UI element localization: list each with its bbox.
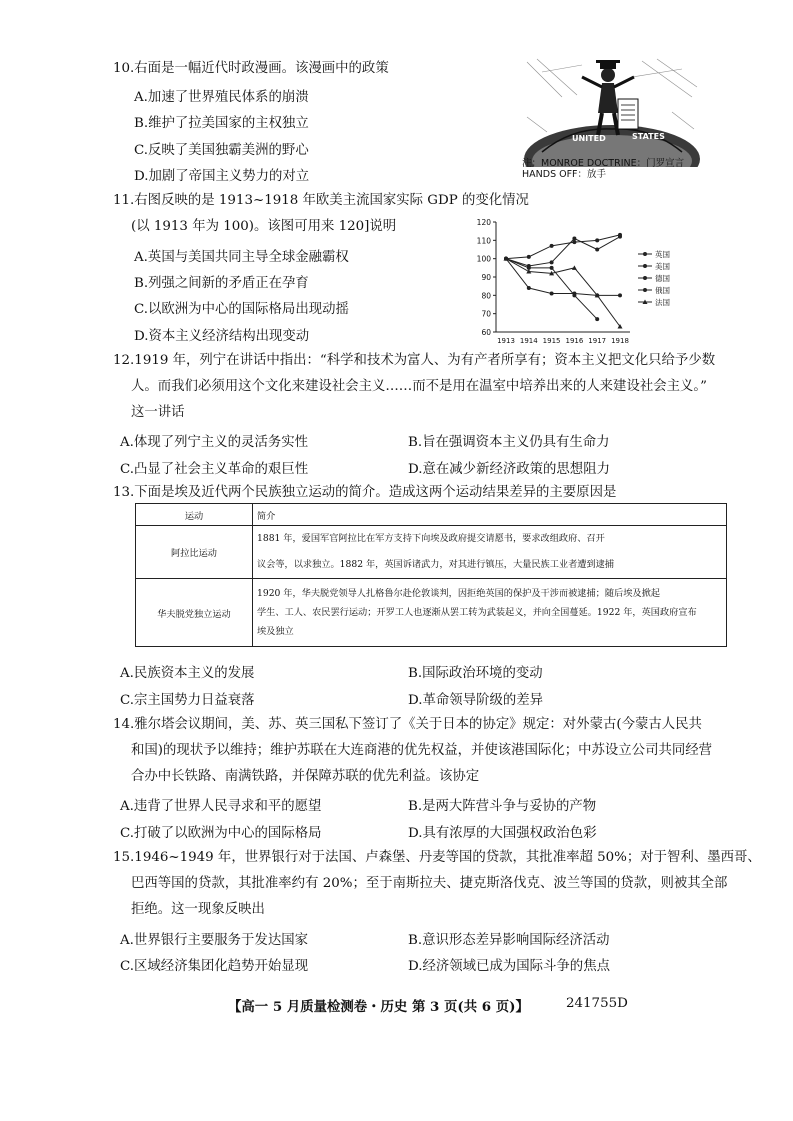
question-12-stem-line-1: 12.1919 年，列宁在讲话中指出：“科学和技术为富人、为有产者所享有；资本主义把文化只给予少数 <box>113 353 716 368</box>
question-11-stem-line-1: 11.右图反映的是 1913~1918 年欧美主流国家实际 GDP 的变化情况 <box>113 193 529 208</box>
q12-option-d[interactable]: D.意在减少新经济政策的思想阻力 <box>408 462 610 477</box>
table-row-2-line-3: 埃及独立 <box>257 626 294 637</box>
question-15-stem-line-1: 15.1946~1949 年，世界银行对于法国、卢森堡、丹麦等国的贷款，其批准率超 50%；对于智利、墨西哥、 <box>113 850 761 865</box>
q13-option-c[interactable]: C.宗主国势力日益衰落 <box>120 693 255 708</box>
y-tick-label: 60 <box>481 328 491 337</box>
table-row-1-summary <box>253 526 727 579</box>
movements-table <box>135 503 727 647</box>
q10-option-d[interactable]: D.加剧了帝国主义势力的对立 <box>134 169 310 184</box>
y-tick-label: 70 <box>481 309 491 319</box>
question-15-stem-line-2: 巴西等国的贷款，其批准率约有 20%；至于南斯拉夫、捷克斯洛伐克、波兰等国的贷款，则被其全部 <box>131 876 728 891</box>
data-point <box>572 240 576 244</box>
table-row-1-line-2: 议会等，以求独立。1882 年，英国诉诸武力，对其进行镇压，大量民族工业者遭到逮捕 <box>257 559 615 570</box>
table-row-1-line-1: 1881 年，爱国军官阿拉比在军方支持下向埃及政府提交请愿书，要求改组政府、召开 <box>257 533 605 544</box>
x-tick-label: 1915 <box>542 337 561 345</box>
data-point <box>550 244 554 248</box>
legend-label: 美国 <box>655 262 670 271</box>
data-point <box>572 293 576 297</box>
q11-option-b[interactable]: B.列强之间新的矛盾正在孕育 <box>134 276 309 291</box>
q14-option-c[interactable]: C.打破了以欧洲为中心的国际格局 <box>120 826 322 841</box>
q14-option-a[interactable]: A.违背了世界人民寻求和平的愿望 <box>120 799 322 814</box>
cartoon-note-line-2: HANDS OFF：放手 <box>522 169 607 180</box>
question-14-stem-line-2: 和国)的现状予以维持；维护苏联在大连商港的优先权益，并使该港国际化；中苏设立公司共同经营 <box>131 743 713 758</box>
x-tick-label: 1914 <box>519 337 538 345</box>
question-14-stem-line-1: 14.雅尔塔会议期间，美、苏、英三国私下签订了《关于日本的协定》规定：对外蒙古(今蒙古人民共 <box>113 717 702 732</box>
q14-option-b[interactable]: B.是两大阵营斗争与妥协的产物 <box>408 799 597 814</box>
table-row-2-line-1: 1920 年，华夫脱党领导人扎格鲁尔赴伦敦谈判，因拒绝英国的保护及干涉而被逮捕；随后埃及掀起 <box>257 588 660 599</box>
data-point <box>550 266 554 270</box>
data-point <box>595 248 599 252</box>
data-point <box>527 255 531 259</box>
q13-option-d[interactable]: D.革命领导阶级的差异 <box>408 693 544 708</box>
table-header-summary: 简介 <box>253 504 727 526</box>
page-footer: 【高一 5 月质量检测卷・历史 第 3 页(共 6 页)】 <box>228 999 529 1015</box>
table-row <box>136 526 727 579</box>
cartoon-note <box>522 158 684 180</box>
q13-option-b[interactable]: B.国际政治环境的变动 <box>408 666 543 681</box>
legend-label: 法国 <box>655 298 670 307</box>
question-12-stem-line-3: 这一讲话 <box>131 405 185 420</box>
gdp-chart-svg <box>470 214 700 348</box>
legend-label: 英国 <box>655 250 670 259</box>
series-line-2 <box>506 237 620 266</box>
table-row <box>136 579 727 647</box>
data-point <box>550 292 554 296</box>
y-tick-label: 100 <box>476 254 491 264</box>
legend-marker <box>643 252 647 256</box>
legend-marker <box>643 288 647 292</box>
legend-label: 俄国 <box>655 286 670 295</box>
legend-marker <box>643 276 647 280</box>
question-11-stem-line-2: (以 1913 年为 100)。该图可用来 120]说明 <box>131 219 397 234</box>
table-row-1-name: 阿拉比运动 <box>136 526 253 579</box>
globe-label-left: UNITED <box>572 134 606 143</box>
y-tick-label: 120 <box>476 218 491 227</box>
q11-option-a[interactable]: A.英国与美国共同主导全球金融霸权 <box>134 250 349 265</box>
q15-option-b[interactable]: B.意识形态差异影响国际经济活动 <box>408 933 610 948</box>
q15-option-a[interactable]: A.世界银行主要服务于发达国家 <box>120 933 309 948</box>
question-12-stem-line-2: 人。而我们必须用这个文化来建设社会主义……而不是用在温室中培养出来的人来建设社会主义。” <box>131 379 707 394</box>
y-tick-label: 90 <box>481 273 491 282</box>
series-line-5 <box>506 259 620 327</box>
q14-option-d[interactable]: D.具有浓厚的大国强权政治色彩 <box>408 826 597 841</box>
data-point <box>550 260 554 264</box>
question-13-stem: 13.下面是埃及近代两个民族独立运动的简介。造成这两个运动结果差异的主要原因是 <box>113 485 617 500</box>
q11-option-d[interactable]: D.资本主义经济结构出现变动 <box>134 329 310 344</box>
y-tick-label: 110 <box>476 236 491 246</box>
q12-option-a[interactable]: A.体现了列宁主义的灵活务实性 <box>120 435 309 450</box>
data-point <box>618 235 622 239</box>
q10-option-c[interactable]: C.反映了美国独霸美洲的野心 <box>134 143 309 158</box>
x-tick-label: 1913 <box>497 337 515 345</box>
table-row-2-name: 华夫脱党独立运动 <box>136 579 253 647</box>
question-14-stem-line-3: 合办中长铁路、南满铁路，并保障苏联的优先利益。该协定 <box>131 769 480 784</box>
globe-label-right: STATES <box>632 132 665 141</box>
table-row-2-line-2: 学生、工人、农民罢行运动；开罗工人也逐渐从罢工转为武装起义，并向全国蔓延。1922 年，英国政府宣布 <box>257 607 697 618</box>
paper-code: 241755D <box>566 996 628 1011</box>
cartoon-note-line-1: 注：MONROE DOCTRINE：门罗宣言 <box>522 158 685 169</box>
q10-option-a[interactable]: A.加速了世界殖民体系的崩溃 <box>134 90 309 105</box>
q10-option-b[interactable]: B.维护了拉美国家的主权独立 <box>134 116 309 131</box>
question-10-stem: 10.右面是一幅近代时政漫画。该漫画中的政策 <box>113 61 389 76</box>
table-header-movement: 运动 <box>136 504 253 526</box>
q11-option-c[interactable]: C.以欧洲为中心的国际格局出现动摇 <box>134 302 349 317</box>
q15-option-d[interactable]: D.经济领域已成为国际斗争的焦点 <box>408 959 610 974</box>
table-header-row <box>136 504 727 526</box>
q12-option-b[interactable]: B.旨在强调资本主义仍具有生命力 <box>408 435 610 450</box>
data-point <box>618 293 622 297</box>
x-tick-label: 1916 <box>565 337 584 345</box>
q13-option-a[interactable]: A.民族资本主义的发展 <box>120 666 255 681</box>
q15-option-c[interactable]: C.区域经济集团化趋势开始显现 <box>120 959 309 974</box>
x-tick-label: 1917 <box>588 337 607 345</box>
y-tick-label: 80 <box>481 291 491 301</box>
q12-option-c[interactable]: C.凸显了社会主义革命的艰巨性 <box>120 462 309 477</box>
legend-marker <box>643 264 647 268</box>
legend-label: 德国 <box>655 274 670 283</box>
x-tick-label: 1918 <box>611 337 629 345</box>
data-point <box>572 265 577 270</box>
question-15-stem-line-3: 拒绝。这一现象反映出 <box>131 902 265 917</box>
table-row-2-summary <box>253 579 727 647</box>
gdp-chart <box>470 214 700 348</box>
monroe-doctrine-cartoon <box>522 57 700 167</box>
data-point <box>527 286 531 290</box>
data-point <box>595 317 599 321</box>
data-point <box>595 238 599 242</box>
data-point <box>572 237 576 241</box>
